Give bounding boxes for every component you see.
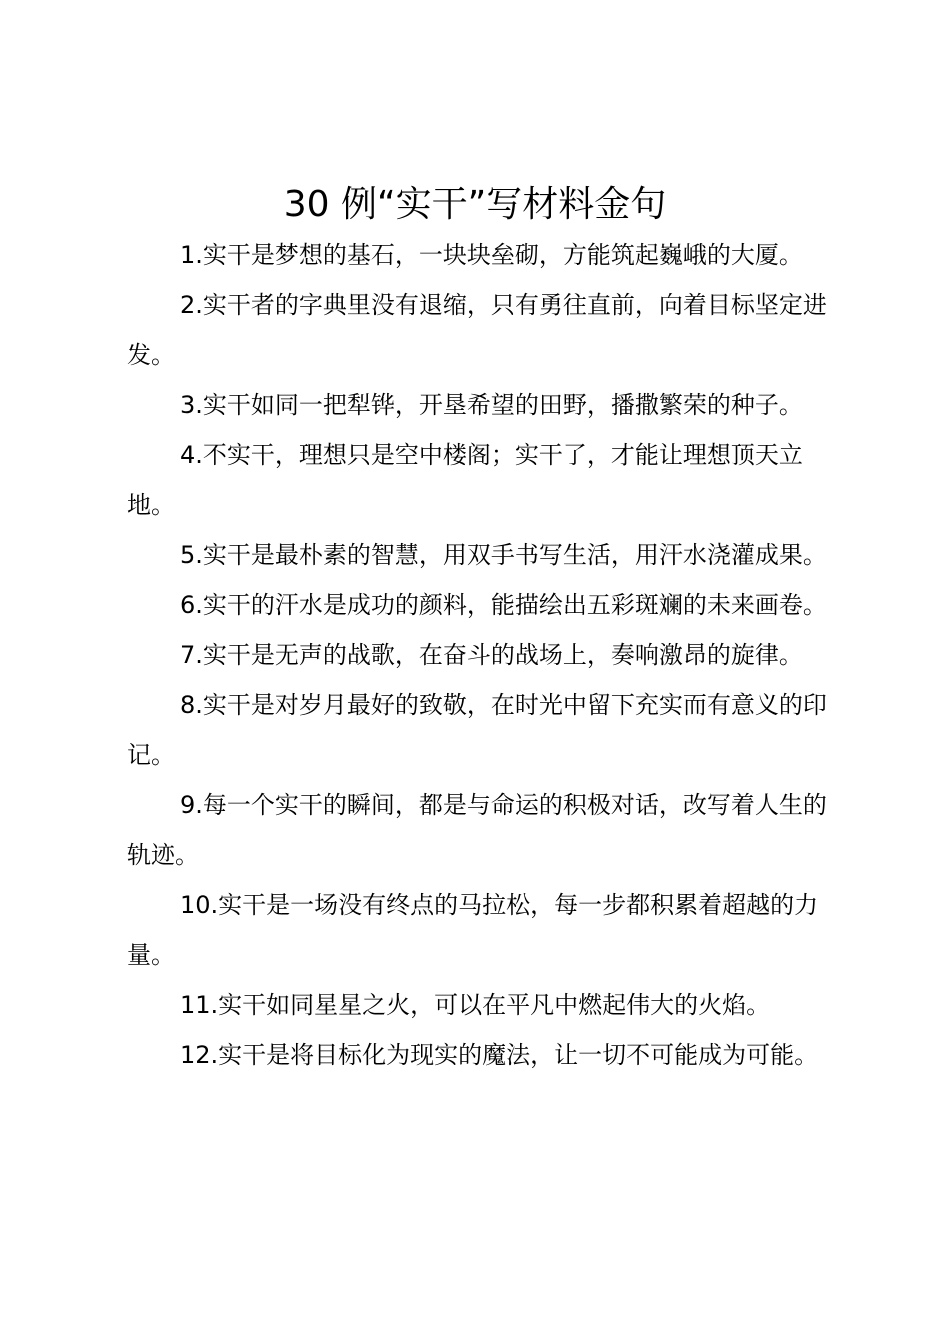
paragraph-12: 12.实干是将目标化为现实的魔法，让一切不可能成为可能。 xyxy=(180,1041,819,1069)
paragraph-11: 11.实干如同星星之火，可以在平凡中燃起伟大的火焰。 xyxy=(180,991,771,1019)
paragraph-1: 1.实干是梦想的基石，一块块垒砌，方能筑起巍峨的大厦。 xyxy=(180,241,803,269)
paragraph-9: 9.每一个实干的瞬间，都是与命运的积极对话，改写着人生的轨迹。 xyxy=(127,791,827,869)
paragraph-6: 6.实干的汗水是成功的颜料，能描绘出五彩斑斓的未来画卷。 xyxy=(180,591,827,619)
paragraph-5: 5.实干是最朴素的智慧，用双手书写生活，用汗水浇灌成果。 xyxy=(180,541,827,569)
paragraph-7: 7.实干是无声的战歌，在奋斗的战场上，奏响激昂的旋律。 xyxy=(180,641,803,669)
document-title: 30 例“实干”写材料金句 xyxy=(283,184,667,225)
paragraph-2: 2.实干者的字典里没有退缩，只有勇往直前，向着目标坚定进发。 xyxy=(127,291,827,369)
paragraph-4: 4.不实干，理想只是空中楼阁；实干了，才能让理想顶天立地。 xyxy=(127,441,803,519)
paragraph-3: 3.实干如同一把犁铧，开垦希望的田野，播撒繁荣的种子。 xyxy=(180,391,803,419)
document-body xyxy=(127,230,847,1080)
paragraph-10: 10.实干是一场没有终点的马拉松，每一步都积累着超越的力量。 xyxy=(127,891,819,969)
paragraph-8: 8.实干是对岁月最好的致敬，在时光中留下充实而有意义的印记。 xyxy=(127,691,827,769)
